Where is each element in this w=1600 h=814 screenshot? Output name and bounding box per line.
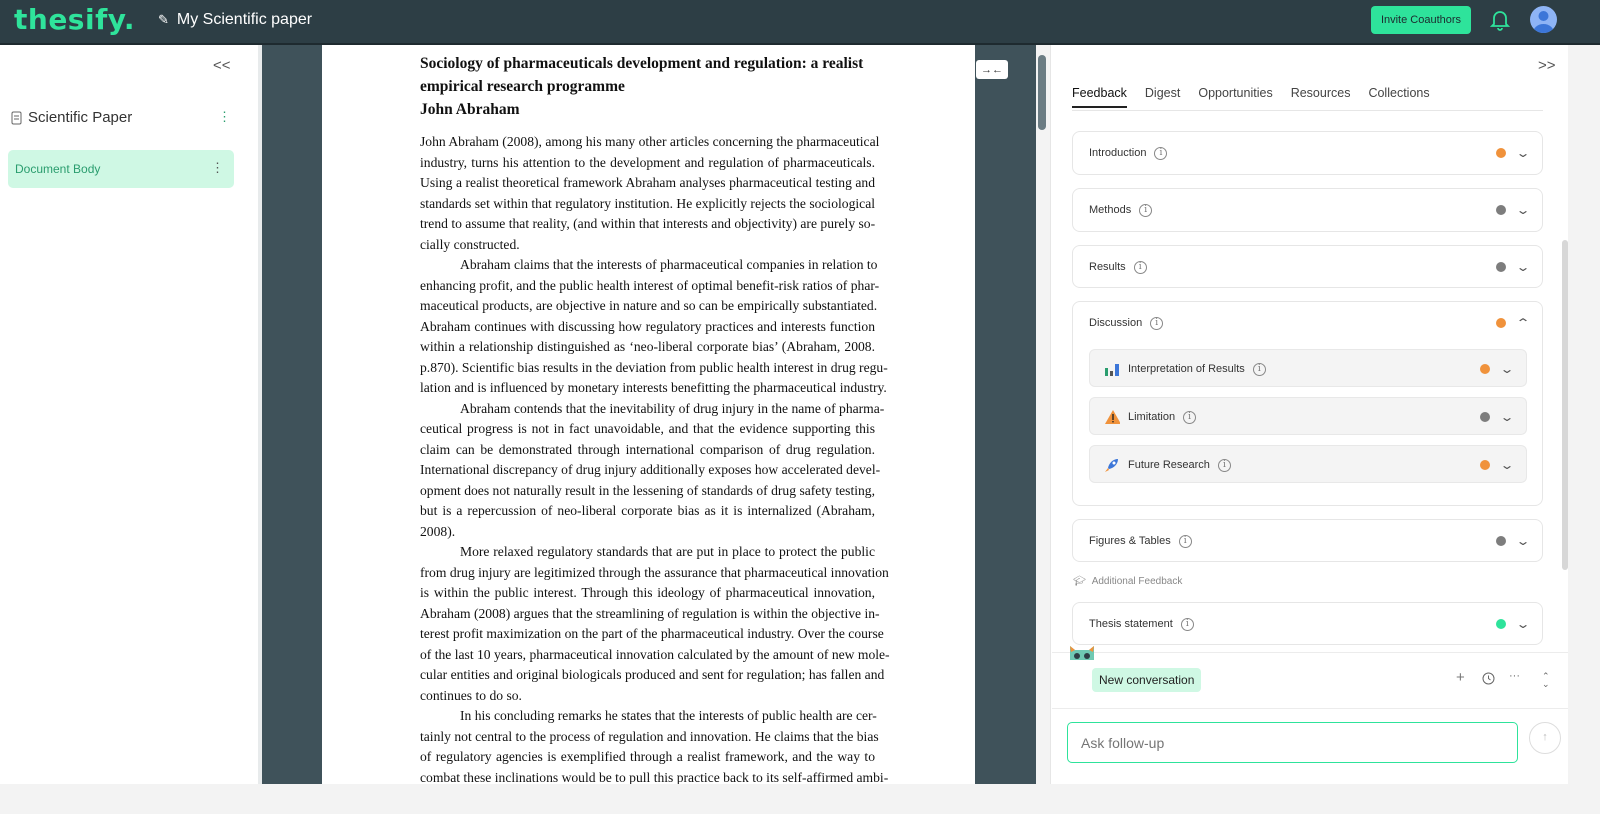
chevron-down-icon[interactable]: ⌄ xyxy=(1499,362,1515,376)
card-label: Methods xyxy=(1089,204,1132,216)
sub-card-label: Limitation xyxy=(1128,411,1176,423)
status-dot xyxy=(1496,262,1506,272)
document-text-line: from drug injury are legitimized through the assurance that pharmaceutical innovation xyxy=(420,564,889,580)
chevron-down-icon[interactable]: ⌄ xyxy=(1515,534,1531,548)
document-text-line: of regulatory agencies is exemplified through a realist framework, and the way to xyxy=(420,749,875,764)
document-text-line: maceutical products, are objective in nature and so can be empirically substantiated. xyxy=(420,298,878,313)
document-text-line: is within the public interest. Through this ideology of pharmaceutical innovation, xyxy=(420,585,875,600)
status-dot xyxy=(1496,318,1506,328)
document-text-line: cular entities and original biologicals produced and sent for regulation; has fallen and xyxy=(420,667,885,682)
document-text-line: standards set within that regulatory institution. He explicitly rejects the sociological xyxy=(420,195,875,211)
expand-collapse-icon[interactable]: ⌃ ⌄ xyxy=(1542,671,1550,689)
document-text-line: tainly not central to the process of regulation and innovation. He claims that the bias xyxy=(420,728,879,744)
info-icon[interactable]: i xyxy=(1253,363,1266,376)
document-text-line: International discrepancy of drug injury additionally exposes how accelerated devel- xyxy=(420,462,881,477)
card-label: Introduction xyxy=(1089,147,1147,159)
outline-sidebar xyxy=(0,45,258,784)
document-text-line: Abraham contends that the inevitability of drug injury in the name of pharma- xyxy=(460,400,885,416)
more-icon[interactable]: ··· xyxy=(1509,670,1520,682)
info-icon[interactable]: i xyxy=(1218,459,1231,472)
feedback-card-methods[interactable] xyxy=(1072,188,1543,232)
section-menu-button[interactable]: ⋮ xyxy=(218,109,231,124)
info-icon[interactable]: i xyxy=(1139,204,1152,217)
new-conversation-chip[interactable]: New conversation xyxy=(1092,668,1201,692)
document-text-line: continues to do so. xyxy=(420,687,522,703)
card-label: Figures & Tables xyxy=(1089,535,1171,547)
document-text-line: claim can be demonstrated through international comparison of drug regulation. xyxy=(420,441,875,457)
document-text-line: cially constructed. xyxy=(420,236,520,252)
avatar[interactable] xyxy=(1530,6,1557,33)
paper-title-line: empirical research programme xyxy=(420,78,625,95)
status-dot xyxy=(1480,412,1490,422)
document-text-line: trend to assume that reality, (and within that interests and objectivity) are purely so- xyxy=(420,216,876,231)
card-label: Thesis statement xyxy=(1089,618,1173,630)
info-icon[interactable]: i xyxy=(1183,411,1196,424)
collapse-sidebar-button[interactable]: << xyxy=(213,57,231,74)
section-title: Scientific Paper xyxy=(28,109,133,126)
plus-icon[interactable]: + xyxy=(1456,669,1465,686)
info-icon[interactable]: i xyxy=(1179,535,1192,548)
panel-scrollbar[interactable] xyxy=(1562,240,1568,570)
document-text-line: enhancing profit, and the public health interest of optimal benefit-risk ratios of phar- xyxy=(420,277,880,293)
info-icon[interactable]: i xyxy=(1154,147,1167,160)
document-title[interactable] xyxy=(158,11,312,29)
document-text-line: Abraham claims that the interests of pharmaceutical companies in relation to xyxy=(460,257,878,272)
info-icon[interactable]: i xyxy=(1181,618,1194,631)
chevron-down-icon[interactable]: ⌄ xyxy=(1515,203,1531,217)
feedback-card-results[interactable] xyxy=(1072,245,1543,288)
document-text-line: industry, turns his attention to the development and regulation of pharmaceuticals. xyxy=(420,154,875,170)
chevron-down-icon[interactable]: ⌄ xyxy=(1515,260,1531,274)
info-icon[interactable]: i xyxy=(1150,317,1163,330)
document-text-line: lation and is influenced by monetary interests benefitting the pharmaceutical industry. xyxy=(420,380,887,395)
expand-panel-button[interactable]: >> xyxy=(1538,57,1556,74)
document-text-line: opment does not naturally result in the lessening of standards of drug safety testing, xyxy=(420,482,875,498)
top-bar xyxy=(0,0,1600,45)
warning-icon xyxy=(1104,409,1120,425)
paper-title-line: Sociology of pharmaceuticals development and regulation: a realist xyxy=(420,55,864,72)
additional-feedback-label: 🎓︎ Additional Feedback xyxy=(1073,576,1183,587)
document-text-line: 2008). xyxy=(420,523,456,539)
graduation-cap-icon: 🎓︎ xyxy=(1073,576,1086,587)
panel-tabs xyxy=(1072,86,1448,108)
sub-card-label: Interpretation of Results xyxy=(1128,363,1245,375)
document-text-line: but is a repercussion of neo-liberal corporate bias as it is internalized (Abraham, xyxy=(420,503,875,518)
history-icon[interactable] xyxy=(1482,672,1495,685)
status-dot xyxy=(1496,148,1506,158)
document-text-line: p.870). Scientific bias results in the deviation from public health interest in drug regu- xyxy=(420,359,888,375)
mascot-icon xyxy=(1068,642,1096,662)
status-dot xyxy=(1496,205,1506,215)
sidebar-item-document-body[interactable] xyxy=(8,150,234,188)
thesify-logo[interactable]: thesify. xyxy=(14,3,136,36)
document-text-line: John Abraham (2008), among his many other articles concerning the pharmaceutical xyxy=(420,134,880,149)
document-text-line: combat these inclinations would be to pull this practice back to its self-affirmed ambi- xyxy=(420,769,889,784)
document-text-line: within a relationship distinguished as ‘neo-liberal corporate bias’ (Abraham, 2008. xyxy=(420,339,875,354)
document-text-line: ceutical progress is not in fact unavoidable, and that the evidence supporting this xyxy=(420,421,875,436)
sub-card-future-research[interactable] xyxy=(1089,445,1527,483)
card-label: Discussion xyxy=(1089,317,1143,329)
sub-card-label: Future Research xyxy=(1128,459,1210,471)
card-label: Results xyxy=(1089,261,1126,273)
document-text-line: More relaxed regulatory standards that are put in place to protect the public xyxy=(460,544,875,559)
feedback-card-thesis-statement[interactable] xyxy=(1072,602,1543,645)
tab-feedback[interactable]: Feedback xyxy=(1072,86,1127,108)
document-page[interactable] xyxy=(322,45,975,784)
status-dot xyxy=(1480,460,1490,470)
invite-coauthors-button[interactable]: Invite Coauthors xyxy=(1371,6,1471,34)
divider xyxy=(1072,110,1543,111)
rocket-icon xyxy=(1104,457,1120,473)
chevron-down-icon[interactable]: ⌄ xyxy=(1499,458,1515,472)
document-text-line: Using a realist theoretical framework Abraham analyses pharmaceutical testing and xyxy=(420,175,875,190)
chevron-down-icon[interactable]: ⌄ xyxy=(1499,410,1515,424)
item-menu-button[interactable]: ⋮ xyxy=(211,160,224,175)
status-dot xyxy=(1480,364,1490,374)
sub-card-limitation[interactable] xyxy=(1089,397,1527,435)
ask-follow-up-input[interactable] xyxy=(1067,722,1518,763)
document-text-line: Abraham (2008) argues that the streamlining of regulation is within the objective in- xyxy=(420,605,880,621)
send-button[interactable]: ↑ xyxy=(1529,722,1561,754)
paper-author: John Abraham xyxy=(420,101,520,118)
chevron-down-icon[interactable]: ⌄ xyxy=(1515,617,1531,631)
bell-icon[interactable] xyxy=(1490,9,1510,31)
sub-card-interpretation-of-results[interactable] xyxy=(1089,349,1527,387)
status-dot xyxy=(1496,619,1506,629)
status-dot xyxy=(1496,536,1506,546)
document-title-text[interactable]: My Scientific paper xyxy=(176,11,313,28)
chevron-up-icon[interactable]: ⌃ xyxy=(1515,316,1531,330)
feedback-card-figures-tables[interactable] xyxy=(1072,519,1543,562)
document-scrollbar[interactable] xyxy=(1038,55,1046,130)
tab-collections[interactable]: Collections xyxy=(1368,86,1430,100)
tab-resources[interactable]: Resources xyxy=(1290,86,1351,100)
document-text-line: of the last 10 years, pharmaceutical innovation calculated by the amount of new mole- xyxy=(420,646,890,662)
tab-opportunities[interactable]: Opportunities xyxy=(1198,86,1273,100)
feedback-card-discussion[interactable] xyxy=(1072,301,1543,506)
chevron-down-icon[interactable]: ⌄ xyxy=(1515,146,1531,160)
document-text-line: terest profit maximization on the part of the pharmaceutical industry. Over the course xyxy=(420,626,884,641)
sidebar-item-label: Document Body xyxy=(15,162,101,176)
document-icon xyxy=(11,111,22,125)
pencil-icon: ✎ xyxy=(158,12,169,27)
info-icon[interactable]: i xyxy=(1134,261,1147,274)
tab-digest[interactable]: Digest xyxy=(1144,86,1181,100)
document-text-line: In his concluding remarks he states that the interests of public health are cer- xyxy=(460,708,877,723)
feedback-card-introduction[interactable] xyxy=(1072,131,1543,175)
toggle-panel-width-button[interactable]: →← xyxy=(976,60,1008,79)
document-text-line: Abraham continues with discussing how regulatory practices and interests function xyxy=(420,318,875,334)
bar-chart-icon xyxy=(1104,361,1120,377)
